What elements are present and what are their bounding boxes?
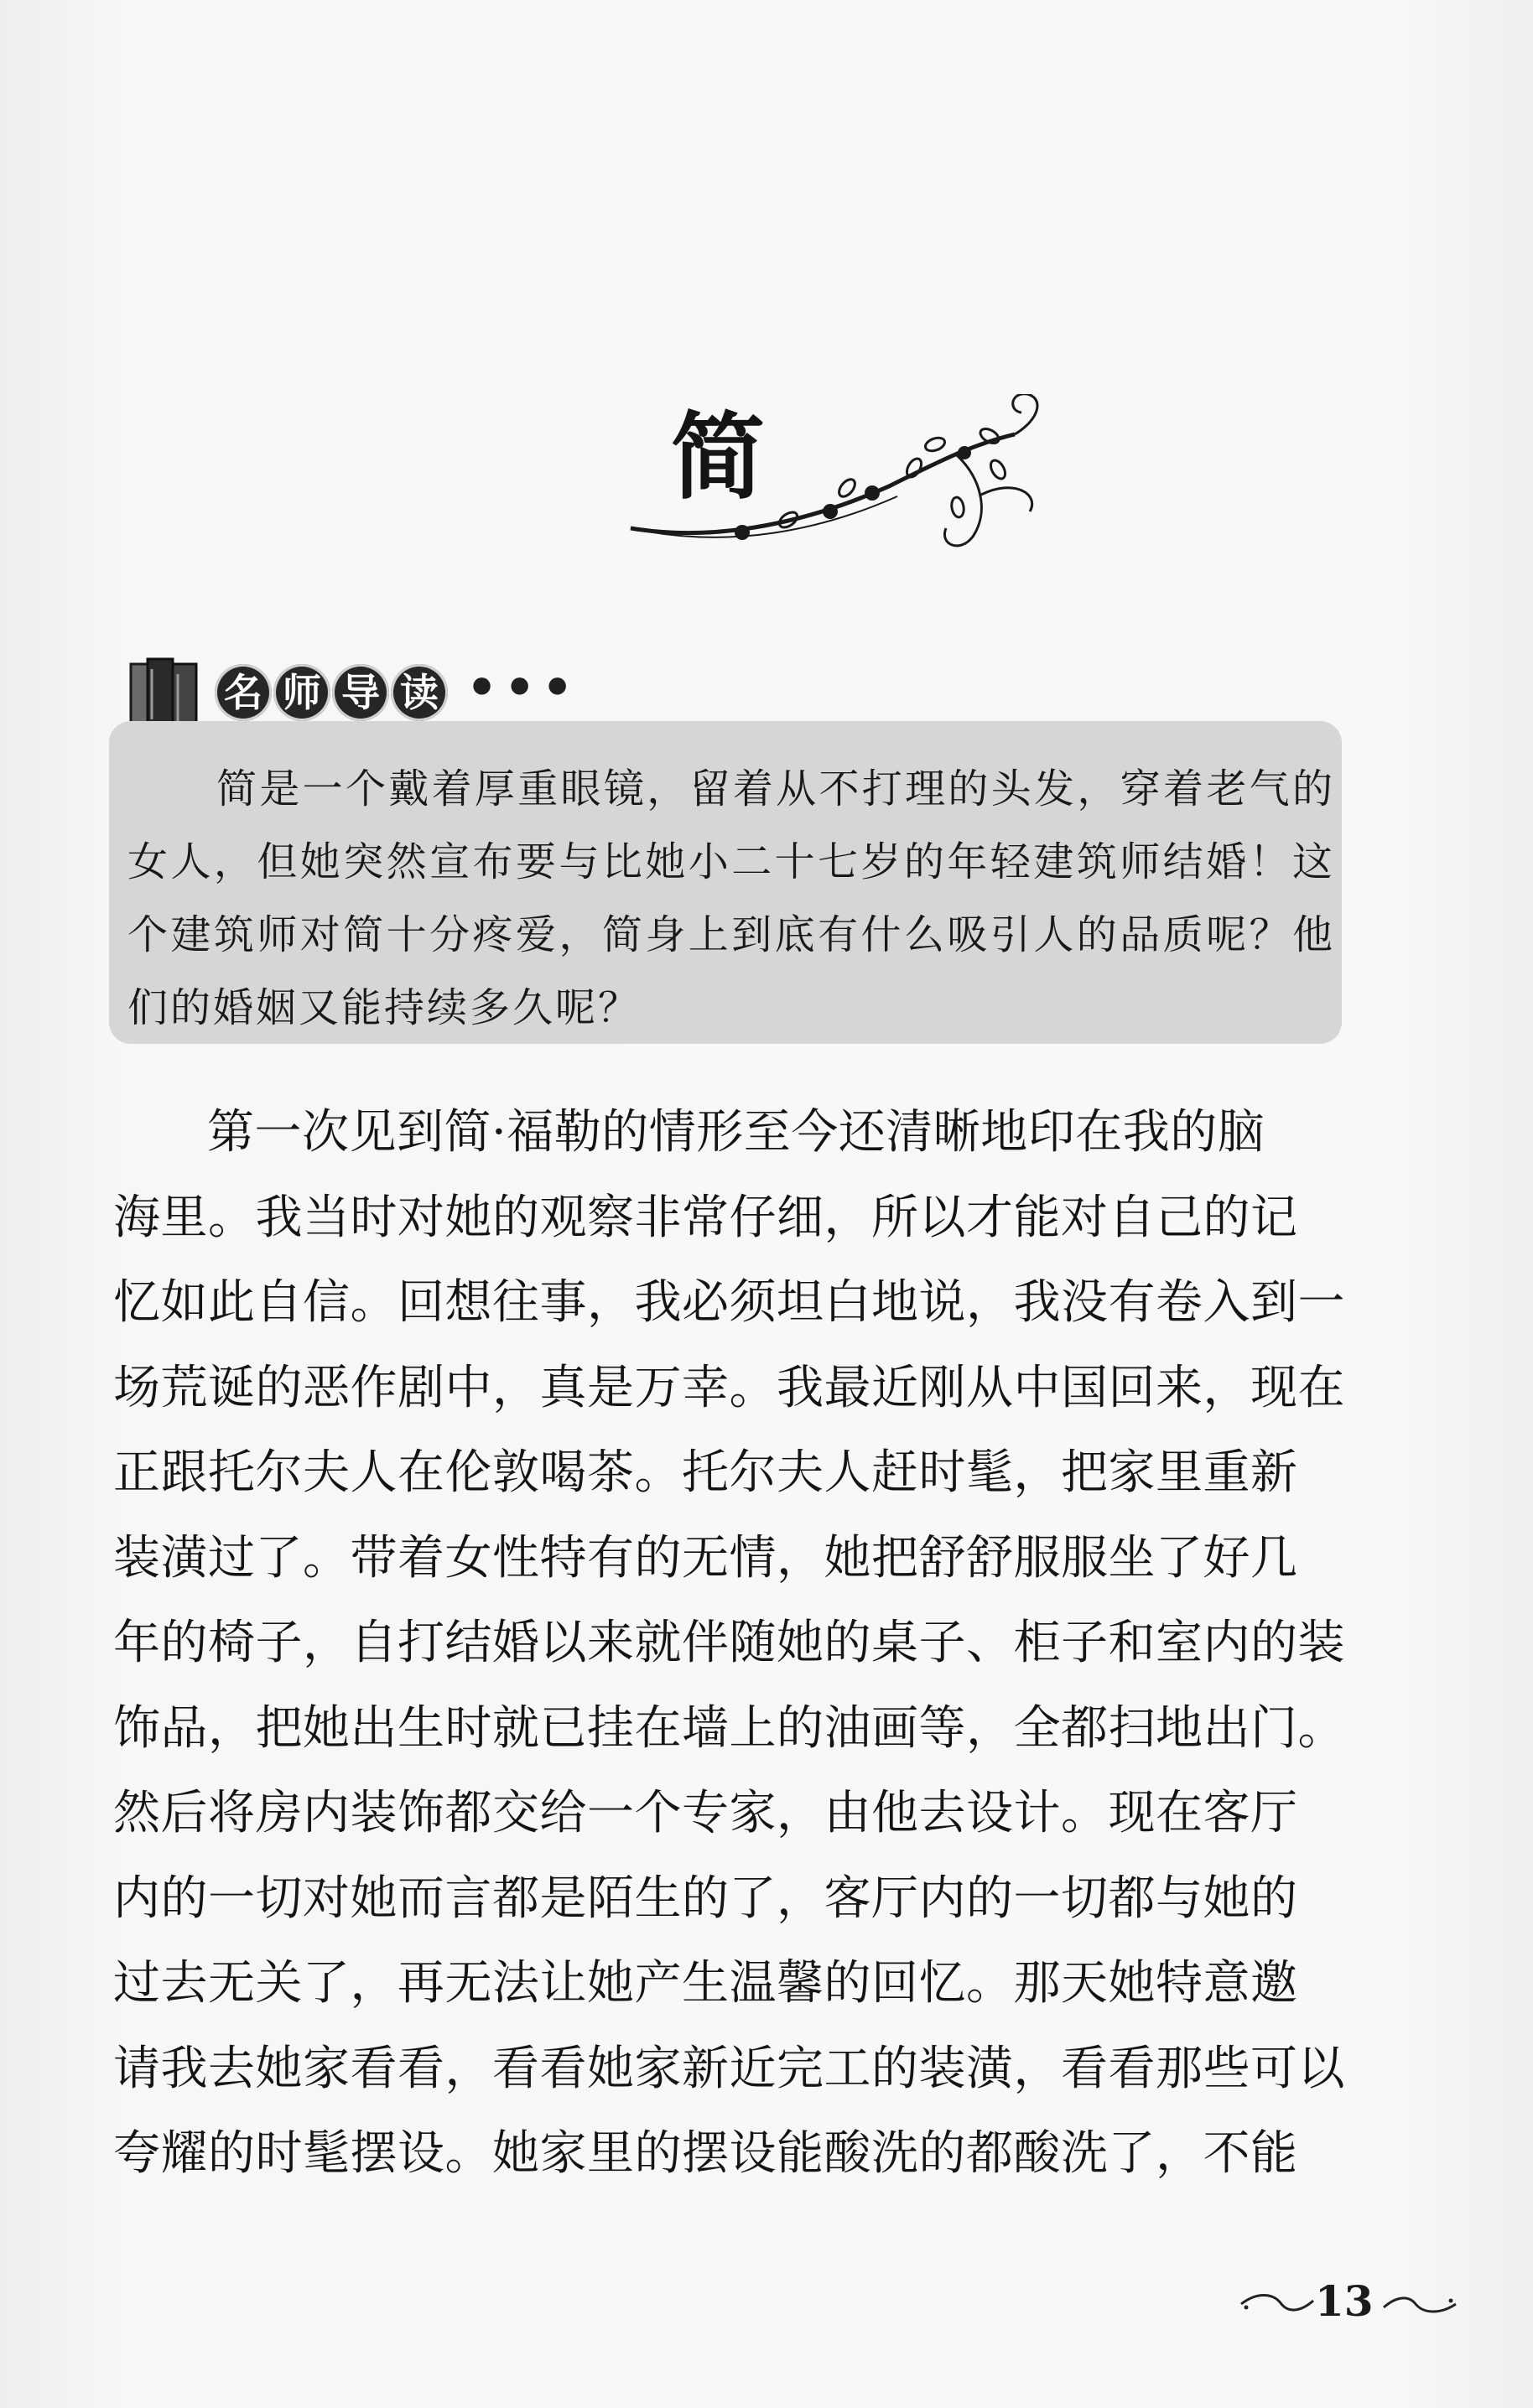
body-line: 装潢过了。带着女性特有的无情，她把舒舒服服坐了好几 xyxy=(113,1530,1298,1585)
body-line: 夸耀的时髦摆设。她家里的摆设能酸洗的都酸洗了，不能 xyxy=(113,2126,1298,2181)
body-line: 忆如此自信。回想往事，我必须坦白地说，我没有卷入到一 xyxy=(113,1275,1345,1330)
page-number-footer xyxy=(1239,2272,1458,2331)
guide-label-char: 名 xyxy=(215,664,272,721)
body-line: 第一次见到简·福勒的情形至今还清晰地印在我的脑 xyxy=(207,1105,1265,1160)
guide-label xyxy=(215,664,448,721)
guide-label-char: 读 xyxy=(391,664,448,721)
guide-label-char: 师 xyxy=(273,664,330,721)
body-line: 过去无关了，再无法让她产生温馨的回忆。那天她特意邀 xyxy=(113,1956,1298,2011)
chapter-title: 简 xyxy=(671,402,765,512)
vine-ornament xyxy=(621,394,1057,562)
guide-text: 简是一个戴着厚重眼镜，留着从不打理的头发，穿着老气的女人，但她突然宣布要与比她小二十七岁的年轻建筑师结婚！这个建筑师对简十分疼爱，简身上到底有什么吸引人的品质呢？他们的婚姻又能持续多久呢？ xyxy=(127,765,1335,1031)
guide-label-char: 导 xyxy=(332,664,389,721)
body-line: 海里。我当时对她的观察非常仔细，所以才能对自己的记 xyxy=(113,1190,1298,1245)
body-line: 场荒诞的恶作剧中，真是万幸。我最近刚从中国回来，现在 xyxy=(113,1360,1345,1415)
swash-right-ornament xyxy=(1382,2289,1458,2319)
body-line: 饰品，把她出生时就已挂在墙上的油画等，全都扫地出门。 xyxy=(113,1700,1345,1756)
swash-left-ornament xyxy=(1239,2289,1315,2319)
guide-dots: ••• xyxy=(466,659,580,716)
body-line: 然后将房内装饰都交给一个专家，由他去设计。现在客厅 xyxy=(113,1786,1298,1840)
page-number: 13 xyxy=(1315,2276,1374,2326)
body-text xyxy=(113,1090,1345,2197)
body-line: 正跟托尔夫人在伦敦喝茶。托尔夫人赶时髦，把家里重新 xyxy=(113,1445,1298,1500)
body-line: 内的一切对她而言都是陌生的了，客厅内的一切都与她的 xyxy=(113,1871,1298,1926)
body-line: 年的椅子，自打结婚以来就伴随她的桌子、柜子和室内的装 xyxy=(113,1616,1345,1670)
body-line: 请我去她家看看，看看她家新近完工的装潢，看看那些可以 xyxy=(113,2041,1345,2096)
